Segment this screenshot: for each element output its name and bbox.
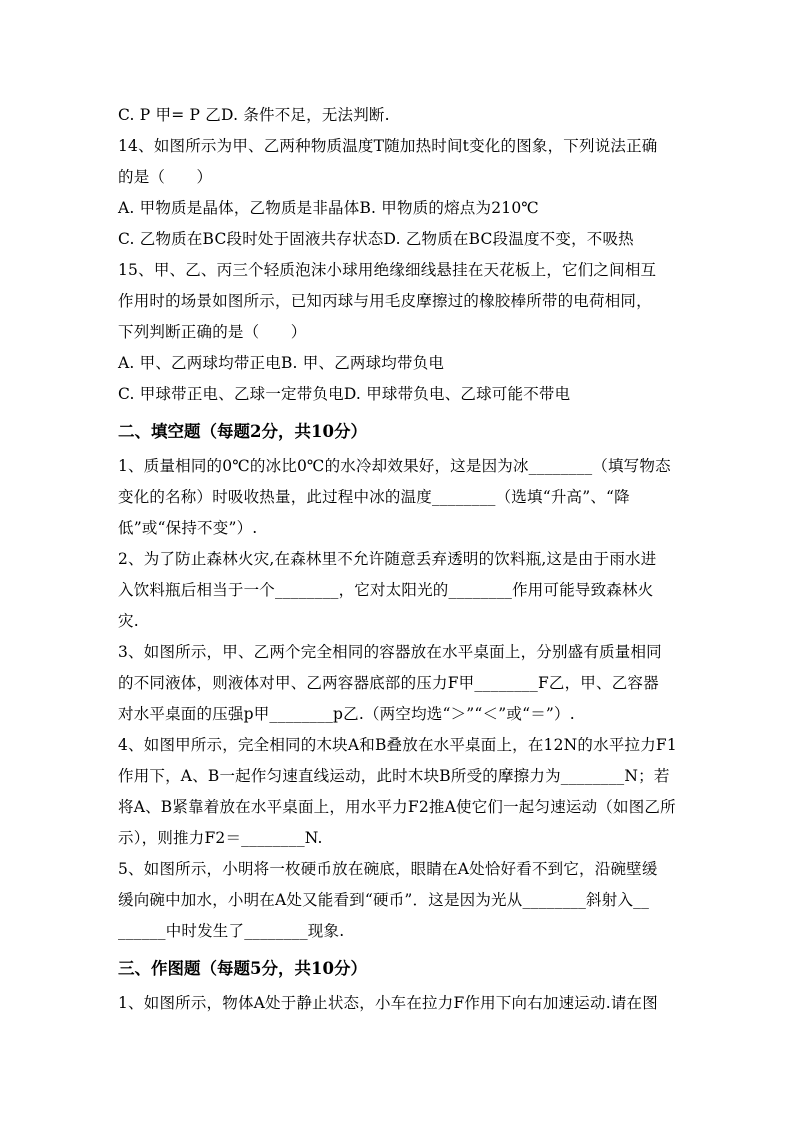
option-line-14ab: A. 甲物质是晶体，乙物质是非晶体B. 甲物质的熔点为210℃: [118, 199, 539, 217]
option-line-15ab: A. 甲、乙两球均带正电B. 甲、乙两球均带负电: [118, 354, 445, 372]
fill-question-2-line-2: 入饮料瓶后相当于一个________，它对太阳光的________作用可能导致森林火: [118, 581, 654, 599]
question-15-line-2: 作用时的场景如图所示，已知丙球与用毛皮摩擦过的橡胶棒所带的电荷相同，: [118, 292, 652, 310]
question-15-line-1: 15、甲、乙、丙三个轻质泡沫小球用绝缘细线悬挂在天花板上，它们之间相互: [118, 261, 657, 279]
fill-question-3-line-2: 的不同液体，则液体对甲、乙两容器底部的压力F甲________F乙，甲、乙容器: [118, 674, 659, 692]
section-heading-fill-blank: 二、填空题（每题2分，共10分）: [118, 422, 367, 441]
question-15-line-3: 下列判断正确的是（ ）: [118, 323, 307, 341]
fill-question-1-line-3: 低”或“保持不变”）.: [118, 519, 258, 537]
option-line-14cd: C. 乙物质在BC段时处于固液共存状态D. 乙物质在BC段温度不变，不吸热: [118, 230, 634, 248]
option-line-13cd: C. P 甲= P 乙D. 条件不足，无法判断.: [118, 106, 390, 124]
section-heading-drawing: 三、作图题（每题5分，共10分）: [118, 959, 367, 978]
question-14-line-2: 的是（ ）: [118, 168, 213, 186]
question-14-line-1: 14、如图所示为甲、乙两种物质温度T随加热时间t变化的图象，下列说法正确: [118, 137, 658, 155]
fill-question-4-line-2: 作用下，A、B一起作匀速直线运动，此时木块B所受的摩擦力为________N；若: [118, 767, 670, 785]
fill-question-5-line-1: 5、如图所示，小明将一枚硬币放在碗底，眼睛在A处恰好看不到它，沿碗壁缓: [118, 860, 658, 878]
fill-question-2-line-3: 灾.: [118, 612, 139, 630]
document-body: [118, 100, 678, 1019]
fill-question-1-line-2: 变化的名称）时吸收热量，此过程中冰的温度________（选填“升高”、“降: [118, 488, 630, 506]
fill-question-2-line-1: 2、为了防止森林火灾,在森林里不允许随意丢弃透明的饮料瓶,这是由于雨水进: [118, 550, 657, 568]
fill-question-4-line-1: 4、如图甲所示，完全相同的木块A和B叠放在水平桌面上，在12N的水平拉力F1: [118, 736, 677, 754]
fill-question-3-line-3: 对水平桌面的压强p甲________p乙.（两空均选“＞”“＜”或“＝”）.: [118, 705, 575, 723]
fill-question-4-line-4: 示），则推力F2＝________N.: [118, 829, 323, 847]
option-line-15cd: C. 甲球带正电、乙球一定带负电D. 甲球带负电、乙球可能不带电: [118, 385, 571, 403]
fill-question-3-line-1: 3、如图所示，甲、乙两个完全相同的容器放在水平桌面上，分别盛有质量相同: [118, 643, 662, 661]
fill-question-5-line-2: 缓向碗中加水，小明在A处又能看到“硬币”．这是因为光从________斜射入__: [118, 891, 650, 909]
fill-question-4-line-3: 将A、B紧靠着放在水平桌面上，用水平力F2推A使它们一起匀速运动（如图乙所: [118, 798, 676, 816]
fill-question-5-line-3: ______中时发生了________现象.: [118, 922, 345, 940]
fill-question-1-line-1: 1、质量相同的0℃的冰比0℃的水冷却效果好，这是因为冰________（填写物态: [118, 457, 671, 475]
drawing-question-1-line-1: 1、如图所示，物体A处于静止状态，小车在拉力F作用下向右加速运动.请在图: [118, 994, 658, 1012]
